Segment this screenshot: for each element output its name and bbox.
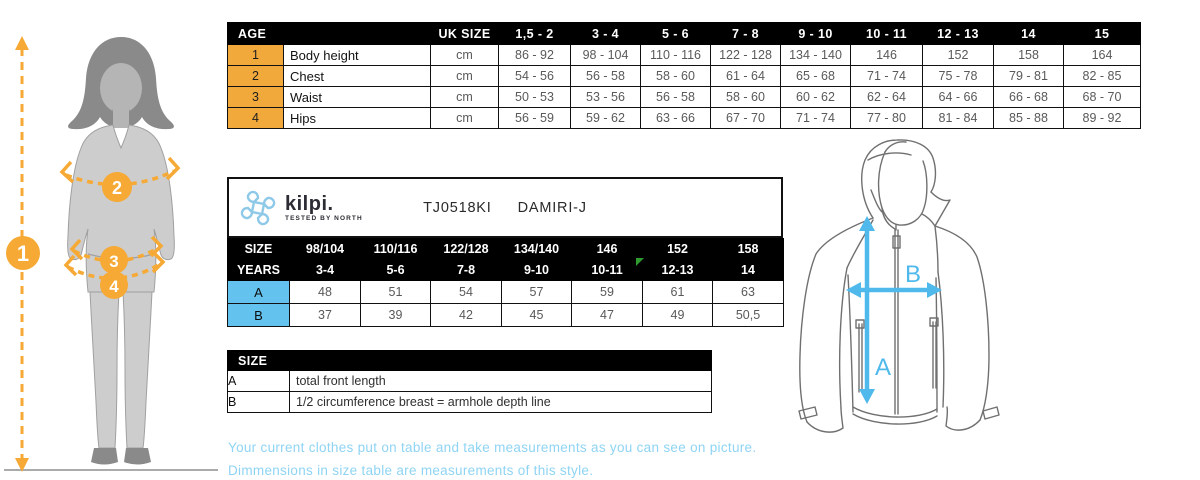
- size-col-header: 98/104: [290, 239, 361, 260]
- value-cell: 48: [290, 281, 361, 304]
- jacket-outline: [799, 140, 999, 432]
- size-col-header: 3 - 4: [571, 23, 641, 45]
- badge-2: 2: [111, 178, 123, 198]
- value-cell: 50,5: [713, 304, 784, 327]
- legend-header-row: [228, 351, 712, 371]
- years-col-header: 3-4: [290, 260, 361, 281]
- product-code: [229, 200, 781, 216]
- measurement-legend-table: [227, 350, 712, 413]
- unit-cell: cm: [431, 45, 499, 66]
- legend-label-a: A: [228, 371, 290, 392]
- legend-desc-b: 1/2 circumference breast = armhole depth line: [290, 392, 712, 413]
- age-size-table: [227, 22, 1141, 129]
- badge-4: 4: [109, 277, 119, 296]
- value-cell: 61: [643, 281, 713, 304]
- value-cell: 53 - 56: [571, 87, 641, 108]
- product-size-card: [227, 177, 783, 327]
- years-col-header: 14: [713, 260, 784, 281]
- unit-cell: cm: [431, 108, 499, 129]
- value-cell: 122 - 128: [711, 45, 781, 66]
- age-header: AGE: [228, 23, 431, 45]
- value-cell: 66 - 68: [994, 87, 1064, 108]
- value-cell: 77 - 80: [851, 108, 923, 129]
- value-cell: 50 - 53: [499, 87, 571, 108]
- size-label: SIZE: [228, 239, 290, 260]
- value-cell: 71 - 74: [781, 108, 851, 129]
- value-cell: 152: [923, 45, 994, 66]
- label-a: A: [875, 354, 892, 381]
- row-number: 4: [228, 108, 284, 129]
- legend-desc-a: total front length: [290, 371, 712, 392]
- years-col-header: 5-6: [361, 260, 431, 281]
- value-cell: 58 - 60: [711, 87, 781, 108]
- value-cell: 51: [361, 281, 431, 304]
- value-cell: 89 - 92: [1064, 108, 1141, 129]
- chest-row: [228, 66, 1141, 87]
- body-measurement-figure: [0, 0, 220, 480]
- note-line-2: Dimmensions in size table are measurements of this style.: [228, 463, 594, 478]
- size-col-header: 5 - 6: [641, 23, 711, 45]
- brand-header: [227, 177, 783, 238]
- value-cell: 82 - 85: [1064, 66, 1141, 87]
- value-cell: 164: [1064, 45, 1141, 66]
- legend-label-b: B: [228, 392, 290, 413]
- row-label: Hips: [284, 108, 431, 129]
- value-cell: 47: [572, 304, 643, 327]
- size-col-header: 12 - 13: [923, 23, 994, 45]
- value-cell: 75 - 78: [923, 66, 994, 87]
- value-cell: 65 - 68: [781, 66, 851, 87]
- value-cell: 98 - 104: [571, 45, 641, 66]
- value-cell: 134 - 140: [781, 45, 851, 66]
- breast-arrow-b: [846, 282, 942, 298]
- legend-header: SIZE: [228, 351, 712, 371]
- value-cell: 86 - 92: [499, 45, 571, 66]
- value-cell: 59 - 62: [571, 108, 641, 129]
- size-col-header: 110/116: [361, 239, 431, 260]
- row-number: 3: [228, 87, 284, 108]
- value-cell: 54 - 56: [499, 66, 571, 87]
- value-cell: 63: [713, 281, 784, 304]
- measurement-notes: [228, 436, 756, 480]
- legend-row-b: [228, 392, 712, 413]
- value-cell: 39: [361, 304, 431, 327]
- value-cell: 67 - 70: [711, 108, 781, 129]
- value-cell: 71 - 74: [851, 66, 923, 87]
- waist-row: [228, 87, 1141, 108]
- row-number: 1: [228, 45, 284, 66]
- years-col-header: 10-11: [572, 260, 643, 281]
- size-col-header: 152: [643, 239, 713, 260]
- row-number: 2: [228, 66, 284, 87]
- value-cell: 57: [502, 281, 572, 304]
- value-cell: 56 - 59: [499, 108, 571, 129]
- size-col-header: 1,5 - 2: [499, 23, 571, 45]
- value-cell: 110 - 116: [641, 45, 711, 66]
- badge-1: 1: [16, 241, 30, 266]
- value-cell: 81 - 84: [923, 108, 994, 129]
- body-height-row: [228, 45, 1141, 66]
- value-cell: 61 - 64: [711, 66, 781, 87]
- size-col-header: 158: [713, 239, 784, 260]
- value-cell: 62 - 64: [851, 87, 923, 108]
- size-col-header: 7 - 8: [711, 23, 781, 45]
- value-cell: 63 - 66: [641, 108, 711, 129]
- size-col-header: 134/140: [502, 239, 572, 260]
- row-label-b: B: [228, 304, 290, 327]
- years-col-header: 9-10: [502, 260, 572, 281]
- size-col-header: 146: [572, 239, 643, 260]
- measurement-a-row: [228, 281, 784, 304]
- size-col-header: 9 - 10: [781, 23, 851, 45]
- row-label-a: A: [228, 281, 290, 304]
- size-col-header: 15: [1064, 23, 1141, 45]
- garment-size-table: [227, 238, 784, 327]
- size-col-header: 10 - 11: [851, 23, 923, 45]
- brand-tagline: TESTED BY NORTH: [285, 214, 363, 222]
- brand-name: kilpi.: [285, 192, 334, 215]
- row-label: Body height: [284, 45, 431, 66]
- value-cell: 45: [502, 304, 572, 327]
- years-col-header: 12-13: [643, 260, 713, 281]
- note-line-1: Your current clothes put on table and take measurements as you can see on picture.: [228, 440, 757, 455]
- measurement-b-row: [228, 304, 784, 327]
- value-cell: 158: [994, 45, 1064, 66]
- legend-row-a: [228, 371, 712, 392]
- row-label: Waist: [284, 87, 431, 108]
- hips-row: [228, 108, 1141, 129]
- value-cell: 79 - 81: [994, 66, 1064, 87]
- value-cell: 59: [572, 281, 643, 304]
- label-b: B: [905, 261, 922, 288]
- size-col-header: 122/128: [431, 239, 502, 260]
- value-cell: 56 - 58: [571, 66, 641, 87]
- value-cell: 85 - 88: [994, 108, 1064, 129]
- unit-cell: cm: [431, 87, 499, 108]
- size-header-row: [228, 239, 784, 260]
- value-cell: 49: [643, 304, 713, 327]
- row-label: Chest: [284, 66, 431, 87]
- value-cell: 58 - 60: [641, 66, 711, 87]
- years-label: YEARS: [228, 260, 290, 281]
- style-name: DAMIRI-J: [517, 199, 587, 216]
- value-cell: 60 - 62: [781, 87, 851, 108]
- style-code: TJ0518KI: [423, 199, 492, 216]
- value-cell: 56 - 58: [641, 87, 711, 108]
- age-table-header-row: [228, 23, 1141, 45]
- value-cell: 54: [431, 281, 502, 304]
- size-col-header: 14: [994, 23, 1064, 45]
- value-cell: 64 - 66: [923, 87, 994, 108]
- value-cell: 146: [851, 45, 923, 66]
- uk-size-header: UK SIZE: [431, 23, 499, 45]
- unit-cell: cm: [431, 66, 499, 87]
- value-cell: 42: [431, 304, 502, 327]
- value-cell: 37: [290, 304, 361, 327]
- badge-3: 3: [109, 252, 119, 271]
- years-header-row: [228, 260, 784, 281]
- jacket-measurement-diagram: [785, 130, 1015, 440]
- years-col-header: 7-8: [431, 260, 502, 281]
- value-cell: 68 - 70: [1064, 87, 1141, 108]
